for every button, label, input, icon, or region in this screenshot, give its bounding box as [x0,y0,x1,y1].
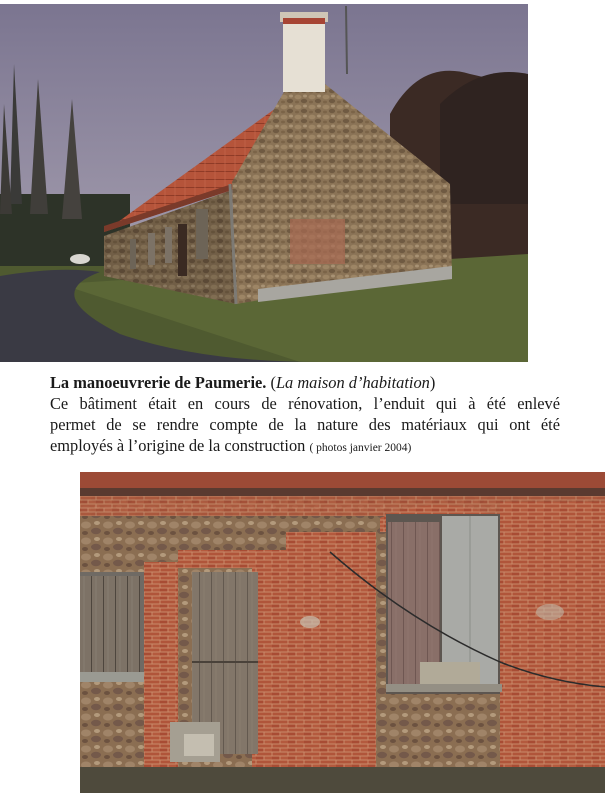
caption-heading [50,372,560,393]
caption-line-4-text: employés à l’origine de la construction [50,436,310,455]
wall-detail-photo [80,472,605,793]
caption-paren-open: ( [266,373,276,392]
caption-line-2: Ce bâtiment était en cours de rénovation, l’enduit qui à été enlevé [50,394,560,413]
caption-line-3: permet de se rendre compte de la nature des matériaux qui ont été [50,415,560,434]
photo-caption [50,372,560,459]
caption-title: La manoeuvrerie de Paumerie. [50,373,267,392]
caption-line-4 [50,435,560,459]
caption-paren-close: ) [429,373,436,392]
photo-credit: ( photos janvier 2004) [309,442,412,454]
farmhouse-illustration [0,4,528,362]
farmhouse-photo [0,4,528,362]
wall-detail-illustration [80,472,605,793]
caption-subtitle: La maison d’habitation [275,373,430,392]
